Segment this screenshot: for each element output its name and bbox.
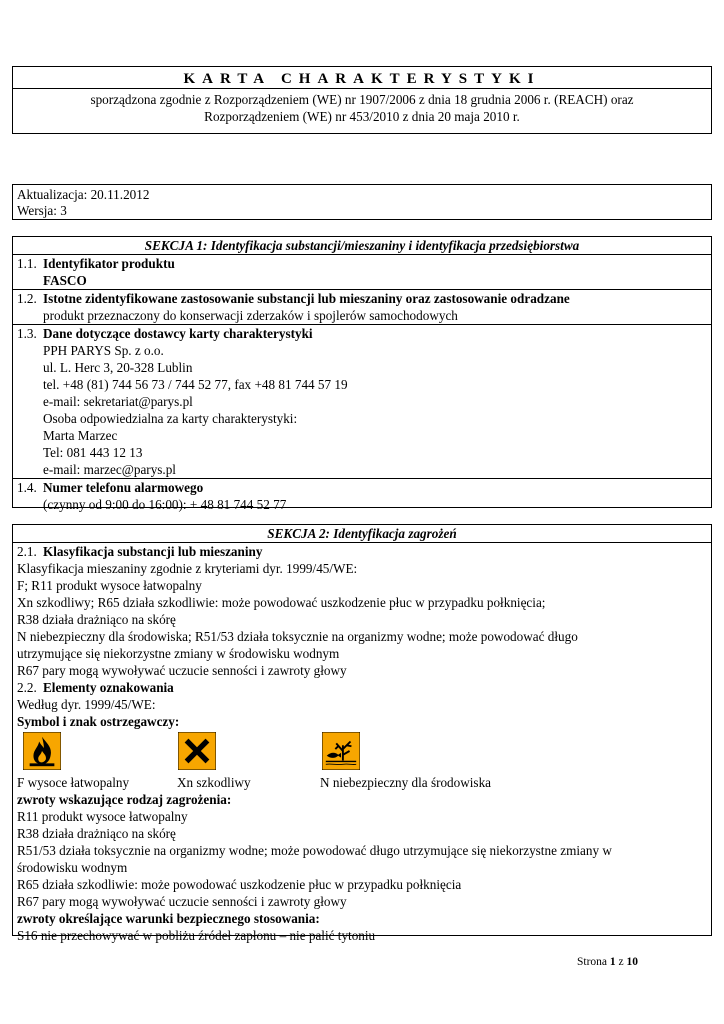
supplier-line: e-mail: marzec@parys.pl (43, 462, 176, 477)
section-1-heading: SEKCJA 1: Identyfikacja substancji/mieszaniny i identyfikacja przedsiębiorstwa (13, 237, 711, 255)
section-1-2 (13, 290, 711, 325)
supplier-line: e-mail: sekretariat@parys.pl (43, 394, 193, 409)
symbol-label-xn: Xn szkodliwy (177, 775, 251, 790)
section-2 (12, 524, 712, 943)
risk-phrase: R51/53 działa toksycznie na organizmy wodne; może powodować długo utrzymujące się niekorzystne zmiany w (17, 843, 612, 858)
product-name: FASCO (43, 273, 87, 288)
section-2-1-title: Klasyfikacja substancji lub mieszaniny (43, 544, 263, 559)
section-1-2-title: Istotne zidentyfikowane zastosowanie substancji lub mieszaniny oraz zastosowanie odradzane (43, 291, 570, 306)
supplier-line: Marta Marzec (43, 428, 118, 443)
classification-line: utrzymujące się niekorzystne zmiany w środowisku wodnym (17, 646, 340, 661)
section-2-1-number: 2.1. (17, 544, 37, 559)
risk-phrase: R67 pary mogą wywoływać uczucie senności i zawroty głowy (17, 894, 347, 909)
section-1-4-title: Numer telefonu alarmowego (43, 480, 204, 495)
x-cross-icon (178, 732, 216, 770)
hazard-symbol-labels (17, 774, 707, 791)
update-info (12, 184, 712, 220)
section-1-1-title: Identyfikator produktu (43, 256, 175, 271)
footer-total-pages: 10 (626, 956, 638, 968)
safety-phrase: S16 nie przechowywać w pobliżu źródeł zapłonu – nie palić tytoniu (17, 928, 376, 943)
section-1-1 (13, 255, 711, 290)
symbol-heading: Symbol i znak ostrzegawczy: (17, 714, 180, 729)
page-footer (577, 956, 638, 968)
labelling-directive: Według dyr. 1999/45/WE: (17, 697, 156, 712)
footer-strona: Strona (576, 956, 608, 968)
classification-line: Klasyfikacja mieszaniny zgodnie z kryteriami dyr. 1999/45/WE: (17, 561, 358, 576)
section-2-heading: SEKCJA 2: Identyfikacja zagrożeń (13, 525, 711, 543)
section-1-3-title: Dane dotyczące dostawcy karty charakterystyki (43, 326, 313, 341)
classification-line: R67 pary mogą wywoływać uczucie senności i zawroty głowy (17, 663, 347, 678)
risk-phrase: R38 działa drażniąco na skórę (17, 826, 176, 841)
section-1-4-number: 1.4. (17, 480, 37, 495)
section-1-2-number: 1.2. (17, 291, 37, 306)
section-2-2-title: Elementy oznakowania (43, 680, 174, 695)
risk-phrase: środowisku wodnym (17, 860, 128, 875)
safety-phrases-heading: zwroty określające warunki bezpiecznego stosowania: (17, 911, 320, 926)
risk-phrase: R65 działa szkodliwie: może powodować uszkodzenie płuc w przypadku połknięcia (17, 877, 462, 892)
classification-line: R38 działa drażniąco na skórę (17, 612, 176, 627)
section-1-4 (13, 479, 711, 513)
symbol-label-n: N niebezpieczny dla środowiska (320, 775, 492, 790)
classification-line: F; R11 produkt wysoce łatwopalny (17, 578, 202, 593)
flame-icon (23, 732, 61, 770)
risk-phrases-heading: zwroty wskazujące rodzaj zagrożenia: (17, 792, 232, 807)
product-use: produkt przeznaczony do konserwacji zderzaków i spojlerów samochodowych (43, 308, 458, 323)
supplier-line: tel. +48 (81) 744 56 73 / 744 52 77, fax +48 81 744 57 19 (43, 377, 348, 392)
section-1-3 (13, 325, 711, 479)
classification-line: N niebezpieczny dla środowiska; R51/53 działa toksycznie na organizmy wodne; może powodować długo (17, 629, 578, 644)
section-1-1-number: 1.1. (17, 256, 37, 271)
hazard-symbols (17, 730, 707, 774)
supplier-line: PPH PARYS Sp. z o.o. (43, 343, 164, 358)
section-1 (12, 236, 712, 512)
footer-z: z (618, 956, 624, 968)
subtitle-line-2: Rozporządzeniem (WE) nr 453/2010 z dnia 20 maja 2010 r. (204, 109, 520, 124)
supplier-line: Osoba odpowiedzialna za karty charakterystyki: (43, 411, 298, 426)
section-1-3-number: 1.3. (17, 326, 37, 341)
subtitle-line-1: sporządzona zgodnie z Rozporządzeniem (WE) nr 1907/2006 z dnia 18 grudnia 2006 r. (REACH) oraz (90, 92, 634, 107)
symbol-label-f: F wysoce łatwopalny (17, 775, 130, 790)
document-title: KARTA CHARAKTERYSTYKI (13, 67, 711, 89)
risk-phrase: R11 produkt wysoce łatwopalny (17, 809, 188, 824)
section-2-2-number: 2.2. (17, 680, 37, 695)
version: Wersja: 3 (17, 203, 67, 218)
classification-line: Xn szkodliwy; R65 działa szkodliwie: może powodować uszkodzenie płuc w przypadku połknięcia; (17, 595, 546, 610)
supplier-line: ul. L. Herc 3, 20-328 Lublin (43, 360, 193, 375)
emergency-phone: (czynny od 9:00 do 16:00): + 48 81 744 52 77 (43, 497, 287, 512)
footer-page-number: 1 (609, 956, 616, 968)
supplier-line: Tel: 081 443 12 13 (43, 445, 143, 460)
update-date: Aktualizacja: 20.11.2012 (17, 187, 150, 202)
dead-tree-fish-icon (322, 732, 360, 770)
document-subtitle (13, 89, 711, 128)
document-header (12, 66, 712, 134)
